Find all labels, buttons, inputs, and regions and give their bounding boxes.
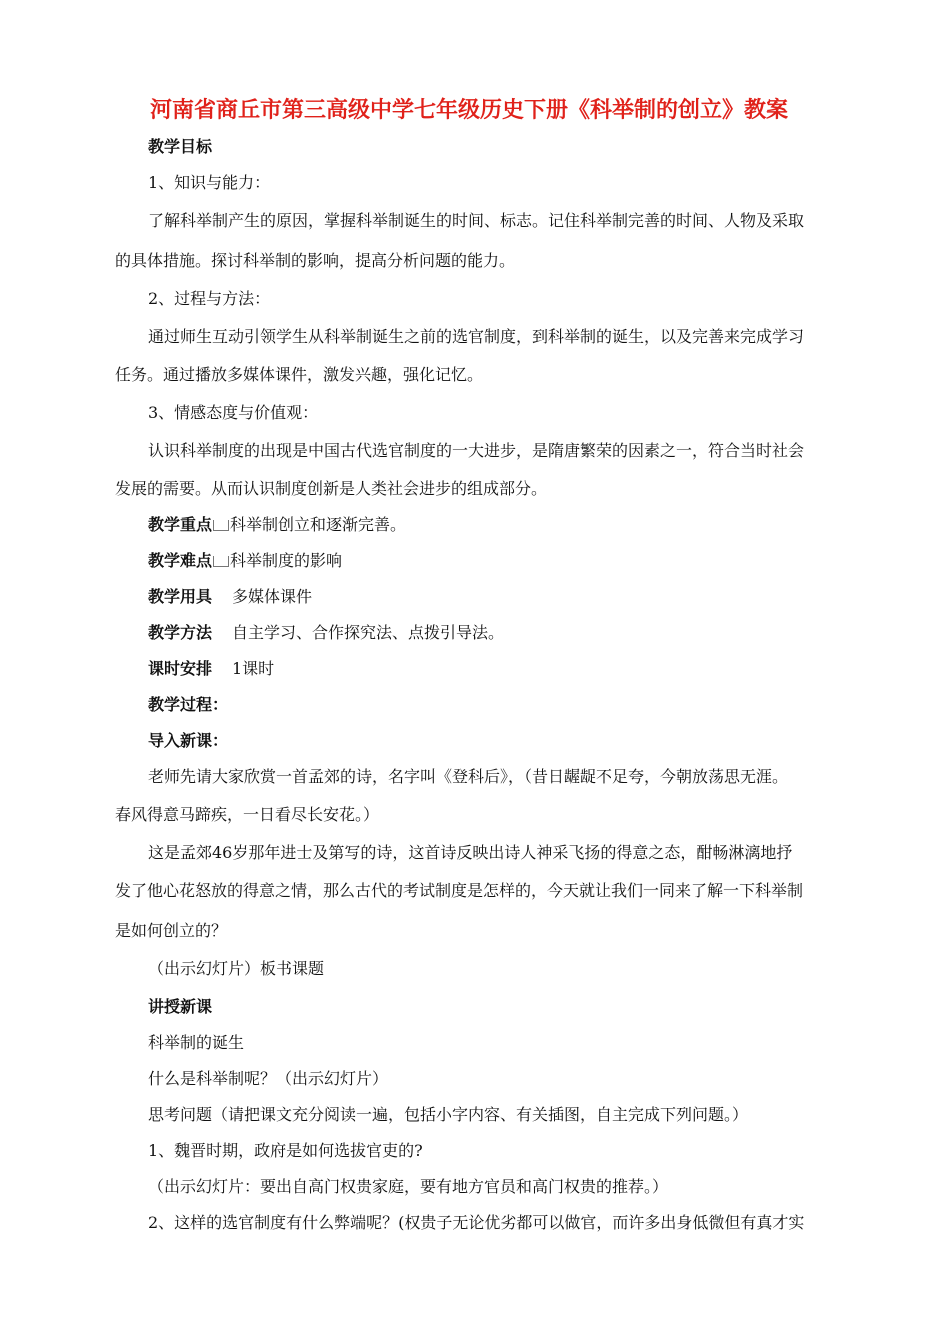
intro-paragraph-2-line-3: 是如何创立的？	[115, 921, 228, 940]
schedule-label: 课时安排	[148, 659, 213, 678]
objective-3-heading: 3、情感态度与价值观：	[148, 403, 319, 422]
schedule-row	[148, 658, 274, 680]
schedule-value: 1课时	[232, 659, 275, 678]
intro-paragraph-2-line-2: 发了他心花怒放的得意之情，那么古代的考试制度是怎样的，今天就让我们一同来了解一下科举制	[115, 881, 804, 900]
difficulty-row	[148, 550, 342, 572]
objective-1-text-line-1: 了解科举制产生的原因，掌握科举制诞生的时间、标志。记住科举制完善的时间、人物及采取	[148, 211, 805, 230]
difficulty-value: 科举制度的影响	[230, 551, 343, 570]
objective-2-text-line-1: 通过师生互动引领学生从科举制诞生之前的选官制度，到科举制的诞生，以及完善来完成学习	[148, 327, 805, 346]
key-point-row	[148, 514, 406, 536]
method-row	[148, 622, 504, 644]
intro-paragraph-2-line-1: 这是孟郊46岁那年进士及第写的诗，这首诗反映出诗人神采飞扬的得意之态，酣畅淋漓地抒	[148, 843, 793, 862]
process-heading: 教学过程：	[148, 695, 229, 714]
think-prompt: 思考问题（请把课文充分阅读一遍，包括小字内容、有关插图，自主完成下列问题。）	[148, 1105, 749, 1124]
tools-row	[148, 586, 312, 608]
objective-3-text-line-2: 发展的需要。从而认识制度创新是人类社会进步的组成部分。	[115, 479, 548, 498]
method-value: 自主学习、合作探究法、点拨引导法。	[232, 623, 505, 642]
method-label: 教学方法	[148, 623, 213, 642]
tools-label: 教学用具	[148, 587, 213, 606]
question-2: 2、这样的选官制度有什么弊端呢？(权贵子无论优劣都可以做官，而许多出身低微但有真才实	[148, 1213, 805, 1232]
intro-heading: 导入新课：	[148, 731, 229, 750]
section-1-heading: 科举制的诞生	[148, 1033, 245, 1052]
separator-mark-icon	[213, 520, 229, 531]
objective-1-heading: 1、知识与能力：	[148, 173, 271, 192]
difficulty-label: 教学难点	[148, 551, 213, 570]
intro-paragraph-1-line-1: 老师先请大家欣赏一首孟郊的诗，名字叫《登科后》，（昔日龌龊不足夸，今朝放荡思无涯。	[148, 767, 789, 786]
key-point-value: 科举制创立和逐渐完善。	[230, 515, 407, 534]
document-title: 河南省商丘市第三高级中学七年级历史下册《科举制的创立》教案	[150, 98, 789, 123]
objective-2-text-line-2: 任务。通过播放多媒体课件，激发兴趣，强化记忆。	[115, 365, 484, 384]
objective-1-text-line-2: 的具体措施。探讨科举制的影响，提高分析问题的能力。	[115, 251, 516, 270]
objective-3-text-line-1: 认识科举制度的出现是中国古代选官制度的一大进步，是隋唐繁荣的因素之一，符合当时社会	[148, 441, 805, 460]
answer-1: （出示幻灯片：要出自高门权贵家庭，要有地方官员和高门权贵的推荐。）	[148, 1177, 669, 1196]
intro-paragraph-1-line-2: 春风得意马蹄疾，一日看尽长安花。）	[115, 805, 380, 824]
tools-value: 多媒体课件	[232, 587, 313, 606]
question-1: 1、魏晋时期，政府是如何选拔官吏的?	[148, 1141, 423, 1160]
key-point-label: 教学重点	[148, 515, 213, 534]
teach-heading: 讲授新课	[148, 997, 213, 1016]
question-what-is: 什么是科举制呢？（出示幻灯片）	[148, 1069, 389, 1088]
objectives-heading: 教学目标	[148, 137, 213, 156]
slide-note: （出示幻灯片）板书课题	[148, 959, 325, 978]
objective-2-heading: 2、过程与方法：	[148, 289, 271, 308]
separator-mark-icon	[213, 556, 229, 567]
